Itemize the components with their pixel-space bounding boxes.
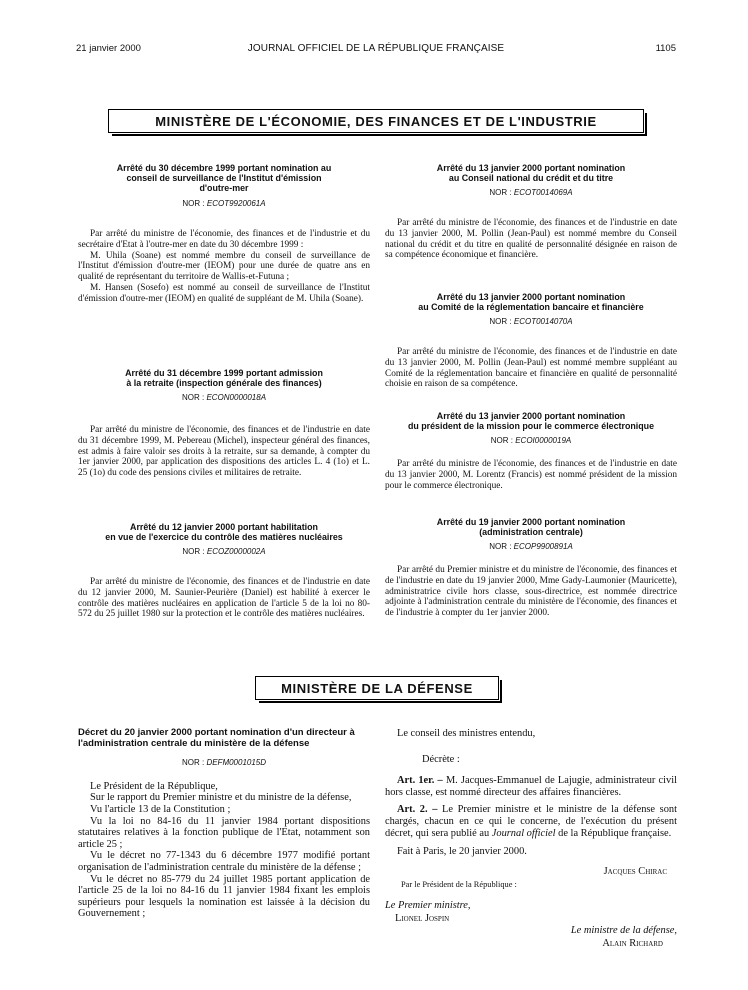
nor-reference: NOR : ECOZ0000002A [182,547,266,557]
arrete-title: Arrêté du 13 janvier 2000 portant nomination au Conseil national du crédit et du titre [436,163,626,184]
conseil-line: Le conseil des ministres entendu, [397,728,536,739]
article-label: Art. 1er. – [397,775,443,787]
nor-reference: NOR : ECOT9920061A [182,198,266,208]
arrete-title: Arrêté du 13 janvier 2000 portant nomination au Comité de la réglementation bancaire et financière [418,292,644,313]
arrete-title: Arrêté du 30 décembre 1999 portant nomination au conseil de surveillance de l'Institut d'émission d'outre-mer [116,163,332,194]
nor-reference: NOR : ECON0000018A [181,393,267,403]
pm-title: Le Premier ministre, [385,899,471,911]
arrete-title: Arrêté du 13 janvier 2000 portant nomination du président de la mission pour le commerce électronique [407,411,655,432]
decret-title: Décret du 20 janvier 2000 portant nomination d'un directeur à l'administration centrale du ministère de la défense [78,727,355,749]
par-le-president: Par le Président de la République : [401,880,517,890]
defense-minister-title: Le ministre de la défense, [570,925,677,937]
article-1: Art. 1er. – M. Jacques-Emmanuel de Lajugie, administrateur civil hors classe, est nommé directeur des affaires financières. [385,775,677,798]
paragraph: M. Hansen (Sosefo) est nommé au conseil de surveillance de l'Institut d'émission d'outre-mer (IEOM) en qualité de suppléant de M. Uhila (Soane). [78,282,370,304]
visa: Vu le décret no 85-779 du 24 juillet 1985 portant application de l'article 25 de la loi no 84-16 du 11 janvier 1984 fixant les emplois supérieurs pour lesquels la nomination est laissée à la décision du Gouvernement ; [78,873,370,920]
nor-reference: NOR : DEFM0001015D [181,758,267,768]
ministry-economie-heading: MINISTÈRE DE L'ÉCONOMIE, DES FINANCES ET DE L'INDUSTRIE [108,109,644,133]
arrete-6 [385,411,677,491]
nor-reference: NOR : ECOT0014070A [489,317,573,327]
signature-president: Jacques Chirac [603,865,667,877]
visa: Vu l'article 13 de la Constitution ; [90,803,231,815]
decret [78,728,370,920]
decrete-line: Décrète : [422,753,460,765]
arrete-title: Arrêté du 31 décembre 1999 portant admission à la retraite (inspection générale des finances) [125,368,323,389]
arrete-title: Arrêté du 19 janvier 2000 portant nomination (administration centrale) [436,517,626,538]
visa: Le Président de la République, [90,780,218,792]
arrete-1 [78,163,370,304]
nor-reference: NOR : ECOP9900891A [489,542,573,552]
paragraph: Par arrêté du ministre de l'économie, des finances et de l'industrie et du secrétaire d'Etat à l'outre-mer en date du 30 décembre 1999 : [78,229,370,251]
arrete-body [78,577,370,620]
fait-line: Fait à Paris, le 20 janvier 2000. [397,846,527,858]
pm-name: Lionel Jospin [395,912,450,924]
paragraph: Par arrêté du ministre de l'économie, des finances et de l'industrie en date du 13 janvier 2000, M. Pollin (Jean-Paul) est nommé membre du Conseil national du crédit et du titre en qualité de personnalité désignée en raison de sa compétence économique et financière. [385,218,677,261]
decret-continued [385,728,677,949]
article-label: Art. 2. – [397,804,438,816]
paragraph: Par arrêté du Premier ministre et du ministre de l'économie, des finances et de l'industrie en date du 19 janvier 2000, Mme Gady-Laumonier (Mauricette), administratrice civile hors classe, sous-directrice, est nommée directrice adjointe à l'administration centrale du ministère de l'économie, des finances et de l'industrie à compter du 1er janvier 2000. [385,565,677,618]
arrete-7 [385,517,677,619]
paragraph: Par arrêté du ministre de l'économie, des finances et de l'industrie en date du 13 janvier 2000, M. Pollin (Jean-Paul) est nommé membre suppléant au Comité de la réglementation bancaire et financière en qualité de personnalité choisie en raison de sa compétence. [385,347,677,390]
arrete-3 [78,522,370,620]
page-number: 1105 [655,43,676,54]
arrete-4 [385,163,677,261]
paragraph: Par arrêté du ministre de l'économie, des finances et de l'industrie en date du 13 janvier 2000, M. Lorentz (Francis) est nommé président de la mission pour le commerce électronique. [385,459,677,491]
journal-title: JOURNAL OFFICIEL DE LA RÉPUBLIQUE FRANÇAISE [247,43,505,54]
arrete-body [385,459,677,491]
nor-reference: NOR : ECOI0000019A [490,436,572,446]
arrete-body [385,218,677,261]
arrete-body [385,347,677,390]
arrete-body [78,229,370,304]
arrete-5 [385,292,677,390]
article-2: Art. 2. – Le Premier ministre et le ministre de la défense sont chargés, chacun en ce qui le concerne, de l'exécution du présent décret, qui sera publié au Journal officiel de la République française. [385,804,677,839]
paragraph: Par arrêté du ministre de l'économie, des finances et de l'industrie en date du 31 décembre 1999, M. Pebereau (Michel), inspecteur général des finances, est admis à faire valoir ses droits à la retraite, sur sa demande, à compter du 1er janvier 2000, par application des dispositions des articles L. 4 (1o) et L. 25 (1o) du code des pensions civiles et militaires de retraite. [78,425,370,478]
arrete-title: Arrêté du 12 janvier 2000 portant habilitation en vue de l'exercice du contrôle des matières nucléaires [105,522,343,543]
visa: Sur le rapport du Premier ministre et du ministre de la défense, [90,792,352,804]
arrete-body [78,425,370,479]
visa: Vu le décret no 77-1343 du 6 décembre 1977 modifié portant organisation de l'administration centrale du ministère de la défense ; [78,850,370,873]
paragraph: Par arrêté du ministre de l'économie, des finances et de l'industrie en date du 12 janvier 2000, M. Saunier-Peurière (Daniel) est habilité à exercer le contrôle des matières nucléaires en application de l'article 5 de la loi no 80-572 du 25 juillet 1980 sur la protection et le contrôle des matières nucléaires. [78,577,370,620]
paragraph: M. Uhila (Soane) est nommé membre du conseil de surveillance de l'Institut d'émission d'outre-mer (IEOM) pour une durée de quatre ans en qualité de représentant du territoire de Wallis-et-Futuna ; [78,250,370,283]
arrete-2 [78,368,370,479]
header-date: 21 janvier 2000 [76,43,141,54]
ministry-defense-heading: MINISTÈRE DE LA DÉFENSE [255,676,499,700]
visa: Vu la loi no 84-16 du 11 janvier 1984 portant dispositions statutaires relatives à la fonction publique de l'Etat, notamment son article 25 ; [78,815,370,850]
arrete-body [385,565,677,619]
defense-minister-name: Alain Richard [602,937,663,949]
nor-reference: NOR : ECOT0014069A [489,188,573,198]
decret-visas [78,781,370,920]
